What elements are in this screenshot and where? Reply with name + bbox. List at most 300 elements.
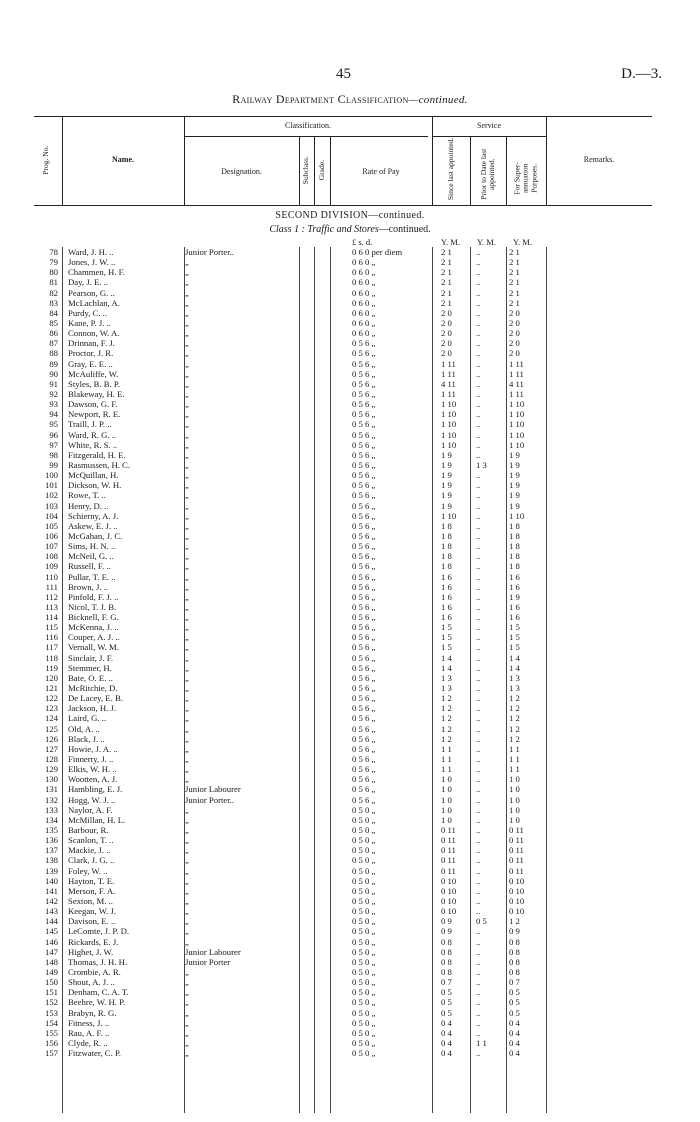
cell-designation: „ — [185, 754, 189, 765]
cell-prog-no: 121 — [44, 683, 58, 694]
table-body — [34, 247, 554, 1058]
cell-service-superannuation: 1 10 — [509, 409, 525, 420]
cell-designation: Junior Labourer — [185, 784, 241, 795]
cell-name: McKenna, J. .. — [68, 622, 119, 633]
cell-service-prior: .. — [476, 723, 481, 734]
cell-designation: „ — [185, 774, 189, 785]
cell-name: Nicol, T. J. B. — [68, 601, 117, 612]
cell-designation: „ — [185, 916, 189, 927]
cell-prog-no: 116 — [45, 632, 58, 643]
cell-service-since-last: 1 10 — [441, 429, 457, 440]
table-row — [34, 541, 554, 551]
cell-prog-no: 104 — [44, 510, 58, 521]
cell-rate-of-pay: 0 5 0 „ — [352, 956, 376, 967]
table-row — [34, 754, 554, 764]
table-header — [34, 116, 652, 206]
cell-rate-of-pay: 0 5 6 „ — [352, 632, 376, 643]
cell-service-prior: .. — [476, 1048, 481, 1059]
table-row — [34, 257, 554, 267]
cell-name: White, R. S. .. — [68, 439, 118, 450]
cell-service-prior: .. — [476, 946, 481, 957]
cell-name: Bate, O. E. .. — [68, 672, 113, 683]
cell-service-superannuation: 1 0 — [509, 814, 520, 825]
cell-service-prior: .. — [476, 896, 481, 906]
cell-rate-of-pay: 0 5 0 „ — [352, 896, 376, 906]
cell-service-superannuation: 2 1 — [509, 267, 520, 278]
cell-service-superannuation: 1 5 — [509, 632, 520, 643]
table-row — [34, 460, 554, 470]
cell-service-superannuation: 1 9 — [509, 500, 520, 511]
cell-rate-of-pay: 0 5 0 „ — [352, 855, 376, 866]
cell-service-superannuation: 1 0 — [509, 774, 520, 785]
cell-service-since-last: 1 6 — [441, 591, 452, 602]
cell-name: Old, A. .. — [68, 723, 100, 734]
cell-name: Elkis, W. H. .. — [68, 764, 117, 775]
cell-service-since-last: 0 4 — [441, 1017, 452, 1028]
cell-rate-of-pay: 0 5 6 „ — [352, 368, 376, 379]
header-rule-classification — [184, 136, 428, 137]
cell-name: Bicknell, F. G. — [68, 612, 119, 623]
cell-service-superannuation: 0 8 — [509, 966, 520, 977]
table-row — [34, 338, 554, 348]
cell-name: LeComte, J. P. D. — [68, 926, 130, 937]
cell-rate-of-pay: 0 5 6 „ — [352, 510, 376, 521]
cell-prog-no: 122 — [44, 693, 58, 704]
cell-prog-no: 84 — [49, 307, 58, 318]
cell-designation: „ — [185, 622, 189, 633]
page-number: 45 — [336, 66, 351, 82]
cell-prog-no: 112 — [45, 591, 58, 602]
cell-service-prior: .. — [476, 348, 481, 359]
cell-prog-no: 93 — [49, 399, 58, 410]
cell-name: McRitchie, D. — [68, 683, 118, 694]
cell-name: Clark, J. G. .. — [68, 855, 115, 866]
cell-designation: „ — [185, 835, 189, 846]
cell-service-prior: .. — [476, 703, 481, 714]
cell-prog-no: 144 — [44, 916, 58, 927]
cell-service-superannuation: 1 11 — [509, 388, 524, 399]
table-row — [34, 389, 554, 399]
header-rate: Rate of Pay — [362, 167, 400, 176]
cell-service-prior: .. — [476, 419, 481, 430]
cell-designation: „ — [185, 987, 189, 998]
cell-name: Blakeway, H. E. — [68, 388, 125, 399]
cell-service-prior: .. — [476, 855, 481, 866]
table-row — [34, 267, 554, 277]
cell-rate-of-pay: 0 5 6 „ — [352, 652, 376, 663]
cell-service-superannuation: 1 0 — [509, 784, 520, 795]
cell-designation: „ — [185, 591, 189, 602]
cell-designation: „ — [185, 490, 189, 501]
cell-service-prior: .. — [476, 541, 481, 552]
cell-designation: „ — [185, 896, 189, 906]
cell-rate-of-pay: 0 5 6 „ — [352, 764, 376, 775]
cell-rate-of-pay: 0 5 6 „ — [352, 520, 376, 531]
cell-service-superannuation: 0 11 — [509, 855, 524, 866]
cell-service-since-last: 1 2 — [441, 713, 452, 724]
cell-service-since-last: 1 5 — [441, 642, 452, 653]
cell-service-prior: .. — [476, 743, 481, 754]
class-title — [0, 224, 700, 235]
cell-service-since-last: 1 11 — [441, 368, 456, 379]
cell-service-since-last: 1 8 — [441, 520, 452, 531]
cell-designation: „ — [185, 551, 189, 562]
table-row — [34, 1048, 554, 1058]
cell-service-since-last: 1 9 — [441, 480, 452, 491]
cell-rate-of-pay: 0 5 0 „ — [352, 977, 376, 988]
cell-service-superannuation: 0 11 — [509, 865, 524, 876]
cell-name: Gray, E. E. .. — [68, 358, 113, 369]
cell-service-superannuation: 1 9 — [509, 591, 520, 602]
cell-prog-no: 131 — [44, 784, 58, 795]
table-row — [34, 653, 554, 663]
cell-name: Pinfold, F. J. .. — [68, 591, 119, 602]
cell-rate-of-pay: 0 5 6 „ — [352, 561, 376, 572]
class-prefix: Class 1 : — [269, 224, 305, 235]
cell-service-prior: .. — [476, 510, 481, 521]
cell-prog-no: 94 — [49, 409, 58, 420]
cell-service-prior: .. — [476, 987, 481, 998]
cell-service-since-last: 1 10 — [441, 510, 457, 521]
cell-rate-of-pay: 0 5 6 „ — [352, 683, 376, 694]
cell-designation: „ — [185, 855, 189, 866]
table-row — [34, 926, 554, 936]
cell-designation: „ — [185, 936, 189, 947]
cell-prog-no: 147 — [44, 946, 58, 957]
cell-service-superannuation: 1 9 — [509, 490, 520, 501]
cell-service-since-last: 1 5 — [441, 622, 452, 633]
cell-service-since-last: 2 1 — [441, 257, 452, 268]
cell-service-prior: .. — [476, 926, 481, 937]
cell-service-since-last: 0 11 — [441, 825, 456, 836]
table-row — [34, 1018, 554, 1028]
table-row — [34, 470, 554, 480]
cell-prog-no: 135 — [44, 825, 58, 836]
cell-service-since-last: 1 9 — [441, 500, 452, 511]
header-super: For Super-annuation Purposes. — [512, 162, 539, 195]
cell-prog-no: 105 — [44, 520, 58, 531]
cell-rate-of-pay: 0 5 0 „ — [352, 875, 376, 886]
cell-service-prior: .. — [476, 307, 481, 318]
cell-name: Beehre, W. H. P. — [68, 997, 126, 1008]
cell-prog-no: 85 — [49, 317, 58, 328]
cell-service-superannuation: 1 9 — [509, 470, 520, 481]
cell-service-superannuation: 2 0 — [509, 338, 520, 349]
cell-service-superannuation: 0 7 — [509, 977, 520, 988]
cell-service-since-last: 0 5 — [441, 997, 452, 1008]
cell-name: Ward, R. G. .. — [68, 429, 117, 440]
cell-prog-no: 119 — [45, 662, 58, 673]
table-row — [34, 632, 554, 642]
cell-service-since-last: 1 11 — [441, 358, 456, 369]
cell-name: Davison, E. .. — [68, 916, 116, 927]
cell-rate-of-pay: 0 5 6 „ — [352, 703, 376, 714]
cell-service-prior: .. — [476, 277, 481, 288]
cell-service-since-last: 1 10 — [441, 399, 457, 410]
cell-service-prior: .. — [476, 906, 481, 917]
cell-service-superannuation: 0 11 — [509, 845, 524, 856]
cell-prog-no: 88 — [49, 348, 58, 359]
table-row — [34, 876, 554, 886]
table-row — [34, 744, 554, 754]
cell-name: Vernall, W. M. — [68, 642, 119, 653]
cell-service-prior: .. — [476, 997, 481, 1008]
cell-designation: „ — [185, 1027, 189, 1038]
cell-prog-no: 80 — [49, 267, 58, 278]
cell-name: Askew, E. J. .. — [68, 520, 118, 531]
cell-name: Barbour, R. — [68, 825, 109, 836]
cell-prog-no: 127 — [44, 743, 58, 754]
header-divider — [506, 136, 507, 206]
cell-service-superannuation: 1 6 — [509, 581, 520, 592]
cell-name: Henry, D. .. — [68, 500, 109, 511]
table-row — [34, 835, 554, 845]
table-row — [34, 511, 554, 521]
cell-rate-of-pay: 0 5 0 „ — [352, 997, 376, 1008]
cell-prog-no: 98 — [49, 449, 58, 460]
cell-name: Scanlon, T. .. — [68, 835, 114, 846]
cell-rate-of-pay: 0 5 0 „ — [352, 987, 376, 998]
cell-name: Mackie, J. .. — [68, 845, 111, 856]
cell-designation: Junior Porter — [185, 956, 231, 967]
cell-name: Purdy, C. .. — [68, 307, 108, 318]
units-lsd: £ s. d. — [352, 237, 373, 247]
cell-rate-of-pay: 0 5 6 „ — [352, 601, 376, 612]
cell-prog-no: 132 — [44, 794, 58, 805]
cell-designation: „ — [185, 977, 189, 988]
cell-prog-no: 110 — [45, 571, 58, 582]
cell-service-prior: .. — [476, 247, 481, 257]
header-grade: Grade. — [316, 160, 326, 181]
cell-service-prior: .. — [476, 530, 481, 541]
cell-rate-of-pay: 0 5 0 „ — [352, 1017, 376, 1028]
cell-rate-of-pay: 0 5 6 „ — [352, 672, 376, 683]
cell-service-superannuation: 1 9 — [509, 449, 520, 460]
cell-name: Connon, W. A. — [68, 328, 120, 339]
cell-service-since-last: 2 0 — [441, 348, 452, 359]
cell-rate-of-pay: 0 5 6 „ — [352, 439, 376, 450]
cell-service-prior: .. — [476, 632, 481, 643]
header-divider — [62, 116, 63, 206]
cell-service-since-last: 0 10 — [441, 875, 457, 886]
cell-prog-no: 148 — [44, 956, 58, 967]
cell-rate-of-pay: 0 6 0 „ — [352, 317, 376, 328]
cell-prog-no: 96 — [49, 429, 58, 440]
cell-designation: „ — [185, 561, 189, 572]
cell-service-since-last: 2 0 — [441, 307, 452, 318]
cell-rate-of-pay: 0 5 6 „ — [352, 693, 376, 704]
cell-prog-no: 97 — [49, 439, 58, 450]
cell-service-superannuation: 0 8 — [509, 956, 520, 967]
cell-rate-of-pay: 0 6 0 „ — [352, 277, 376, 288]
cell-name: Fitzgerald, H. E. — [68, 449, 126, 460]
cell-rate-of-pay: 0 5 6 „ — [352, 399, 376, 410]
table-row — [34, 450, 554, 460]
cell-service-superannuation: 1 3 — [509, 672, 520, 683]
table-row — [34, 784, 554, 794]
cell-designation: „ — [185, 875, 189, 886]
cell-service-superannuation: 1 5 — [509, 642, 520, 653]
cell-service-since-last: 0 11 — [441, 865, 456, 876]
cell-rate-of-pay: 0 5 6 „ — [352, 459, 376, 470]
cell-service-superannuation: 1 8 — [509, 551, 520, 562]
cell-service-superannuation: 1 6 — [509, 571, 520, 582]
cell-service-prior: .. — [476, 794, 481, 805]
cell-service-prior: .. — [476, 814, 481, 825]
cell-designation: „ — [185, 804, 189, 815]
cell-name: Rickards, E. J. — [68, 936, 119, 947]
cell-designation: „ — [185, 409, 189, 420]
cell-prog-no: 118 — [45, 652, 58, 663]
cell-service-superannuation: 1 9 — [509, 459, 520, 470]
cell-designation: „ — [185, 845, 189, 856]
units-prior: Y. M. — [477, 237, 496, 247]
cell-service-since-last: 2 0 — [441, 338, 452, 349]
table-row — [34, 440, 554, 450]
cell-service-since-last: 1 10 — [441, 409, 457, 420]
cell-service-superannuation: 0 5 — [509, 1007, 520, 1018]
table-row — [34, 987, 554, 997]
cell-service-since-last: 1 9 — [441, 490, 452, 501]
cell-name: Russell, F. .. — [68, 561, 111, 572]
cell-designation: „ — [185, 693, 189, 704]
cell-name: McQuillan, H. — [68, 470, 119, 481]
table-row — [34, 582, 554, 592]
cell-service-since-last: 0 4 — [441, 1027, 452, 1038]
cell-service-superannuation: 2 0 — [509, 328, 520, 339]
table-row — [34, 419, 554, 429]
cell-service-prior: .. — [476, 672, 481, 683]
cell-service-superannuation: 2 1 — [509, 287, 520, 298]
cell-service-prior: .. — [476, 875, 481, 886]
cell-service-prior: .. — [476, 328, 481, 339]
cell-rate-of-pay: 0 5 0 „ — [352, 1048, 376, 1059]
header-divider — [470, 136, 471, 206]
class-name: Traffic and Stores — [307, 224, 379, 235]
cell-service-since-last: 1 1 — [441, 754, 452, 765]
cell-prog-no: 153 — [44, 1007, 58, 1018]
cell-designation: „ — [185, 419, 189, 430]
cell-designation: „ — [185, 510, 189, 521]
cell-name: De Lacey, E. B. — [68, 693, 123, 704]
cell-service-prior: .. — [476, 399, 481, 410]
cell-designation: „ — [185, 520, 189, 531]
cell-prog-no: 89 — [49, 358, 58, 369]
cell-name: Black, J. .. — [68, 733, 105, 744]
cell-designation: „ — [185, 642, 189, 653]
table-row — [34, 997, 554, 1007]
cell-prog-no: 99 — [49, 459, 58, 470]
cell-rate-of-pay: 0 6 0 „ — [352, 328, 376, 339]
cell-designation: „ — [185, 612, 189, 623]
cell-designation: „ — [185, 1048, 189, 1059]
cell-rate-of-pay: 0 5 0 „ — [352, 966, 376, 977]
table-row — [34, 308, 554, 318]
table-row — [34, 572, 554, 582]
cell-rate-of-pay: 0 5 6 „ — [352, 551, 376, 562]
cell-designation: „ — [185, 287, 189, 298]
cell-name: Naylor, A. F. — [68, 804, 113, 815]
cell-service-prior: .. — [476, 865, 481, 876]
cell-rate-of-pay: 0 5 6 „ — [352, 733, 376, 744]
cell-name: Fitzwater, C. P. — [68, 1048, 121, 1059]
cell-rate-of-pay: 0 5 6 „ — [352, 388, 376, 399]
cell-prog-no: 133 — [44, 804, 58, 815]
cell-rate-of-pay: 0 5 6 „ — [352, 419, 376, 430]
table-row — [34, 815, 554, 825]
cell-rate-of-pay: 0 5 6 „ — [352, 642, 376, 653]
table-row — [34, 561, 554, 571]
cell-service-superannuation: 1 10 — [509, 439, 525, 450]
table-row — [34, 845, 554, 855]
header-designation: Designation. — [221, 167, 262, 176]
cell-service-prior: .. — [476, 571, 481, 582]
table-row — [34, 693, 554, 703]
class-continued: —continued. — [378, 224, 431, 235]
table-row — [34, 764, 554, 774]
cell-service-prior: .. — [476, 257, 481, 268]
table-row — [34, 1008, 554, 1018]
cell-service-since-last: 0 9 — [441, 916, 452, 927]
cell-name: Merson, F. A. — [68, 885, 116, 896]
table-row — [34, 1038, 554, 1048]
cell-rate-of-pay: 0 5 6 „ — [352, 662, 376, 673]
cell-service-since-last: 2 1 — [441, 267, 452, 278]
cell-service-since-last: 0 4 — [441, 1048, 452, 1059]
table-row — [34, 277, 554, 287]
cell-name: Finnerty, J. .. — [68, 754, 114, 765]
cell-service-prior: .. — [476, 551, 481, 562]
cell-name: Hogg, W. J. .. — [68, 794, 116, 805]
cell-service-superannuation: 0 4 — [509, 1037, 520, 1048]
cell-service-since-last: 1 2 — [441, 733, 452, 744]
cell-designation: „ — [185, 328, 189, 339]
table-row — [34, 774, 554, 784]
cell-name: Dawson, G. F. — [68, 399, 118, 410]
cell-service-prior: .. — [476, 966, 481, 977]
cell-service-since-last: 1 11 — [441, 388, 456, 399]
cell-prog-no: 142 — [44, 896, 58, 906]
cell-designation: „ — [185, 541, 189, 552]
table-row — [34, 399, 554, 409]
cell-service-prior: .. — [476, 297, 481, 308]
cell-rate-of-pay: 0 5 6 „ — [352, 409, 376, 420]
cell-rate-of-pay: 0 5 6 „ — [352, 784, 376, 795]
cell-designation: „ — [185, 703, 189, 714]
cell-designation: „ — [185, 277, 189, 288]
cell-rate-of-pay: 0 5 6 „ — [352, 713, 376, 724]
cell-rate-of-pay: 0 6 0 „ — [352, 297, 376, 308]
cell-name: Sexton, M. .. — [68, 896, 113, 906]
cell-name: Kane, P. J. .. — [68, 317, 111, 328]
cell-service-superannuation: 0 5 — [509, 997, 520, 1008]
cell-rate-of-pay: 0 5 6 „ — [352, 449, 376, 460]
cell-rate-of-pay: 0 5 0 „ — [352, 835, 376, 846]
cell-service-prior: .. — [476, 956, 481, 967]
cell-service-since-last: 1 6 — [441, 581, 452, 592]
header-divider — [299, 136, 300, 206]
cell-service-since-last: 0 5 — [441, 1007, 452, 1018]
cell-service-prior: .. — [476, 733, 481, 744]
header-prior: Prior to Date last appointed. — [478, 148, 496, 200]
cell-service-since-last: 0 4 — [441, 1037, 452, 1048]
cell-service-prior: .. — [476, 683, 481, 694]
running-title — [0, 92, 700, 107]
cell-service-superannuation: 1 4 — [509, 662, 520, 673]
table-row — [34, 490, 554, 500]
cell-prog-no: 120 — [44, 672, 58, 683]
cell-service-superannuation: 0 8 — [509, 946, 520, 957]
